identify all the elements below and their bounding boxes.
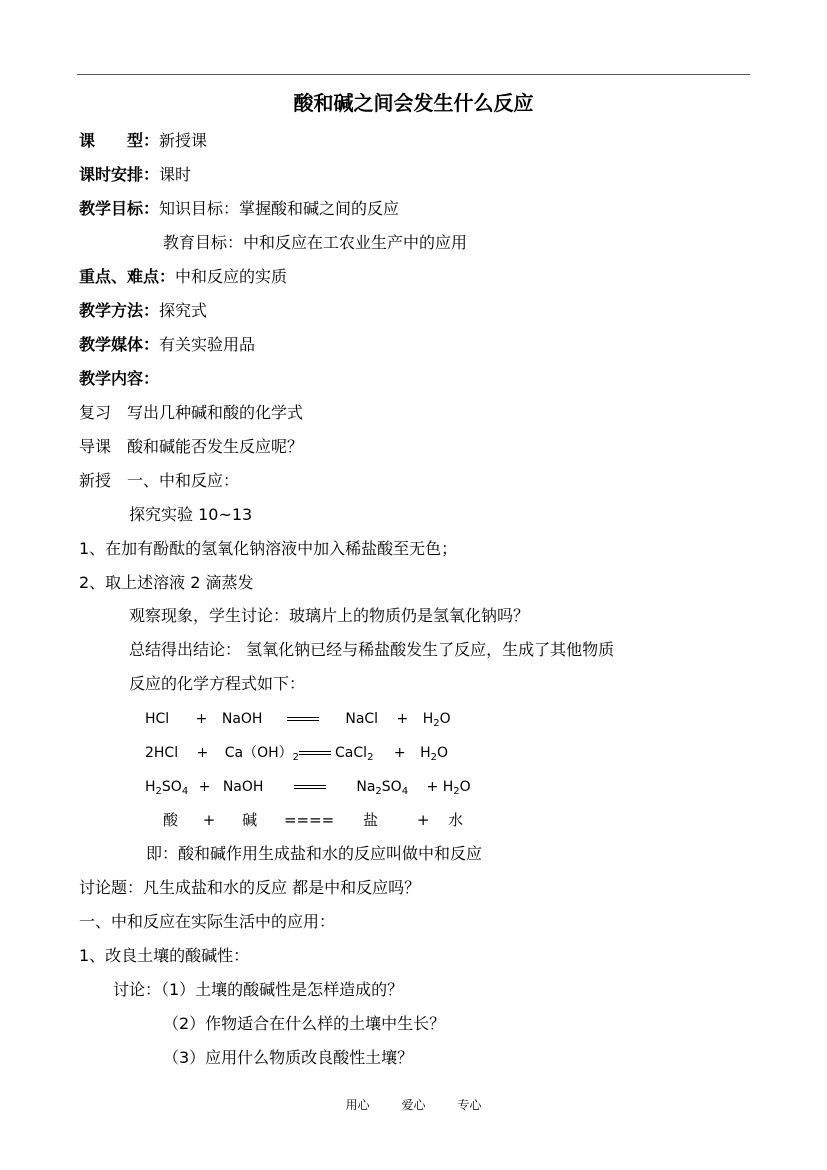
field-label: 教学目标： <box>79 199 160 218</box>
field-value: 有关实验用品 <box>159 335 256 354</box>
field-key <box>79 267 287 287</box>
field-media <box>79 335 255 355</box>
field-method <box>79 301 207 321</box>
product: $H_2O$ <box>420 745 449 763</box>
equation-1 <box>145 709 451 734</box>
plus-sign: + <box>195 711 208 727</box>
field-value: 中和反应的实质 <box>175 267 288 286</box>
field-schedule <box>79 165 191 185</box>
section-heading: 一、中和反应在实际生活中的应用： <box>79 912 336 931</box>
item-1: 1、改良土壤的酸碱性： <box>79 946 250 965</box>
product: $H_2O$ <box>422 711 451 729</box>
field-label: 重点、难点： <box>79 267 176 286</box>
new-lesson-line: 新授 一、中和反应： <box>79 471 240 490</box>
review-line: 复习 写出几种碱和酸的化学式 <box>79 403 304 422</box>
plus-sign: + <box>426 779 439 795</box>
equals-sign <box>287 717 319 721</box>
product: $Na_2SO_4$ <box>356 779 409 797</box>
product: NaCl <box>345 711 379 727</box>
plus-sign: + <box>196 745 209 761</box>
field-label: 教学方法： <box>79 301 160 320</box>
equals-sign <box>299 751 331 755</box>
page-title: 酸和碱之间会发生什么反应 <box>293 91 534 115</box>
plus-sign: + <box>396 711 409 727</box>
product: CaCl$_2$ <box>335 745 374 763</box>
field-type <box>79 131 207 151</box>
plus-sign: + <box>198 779 211 795</box>
footer-text: 爱心 <box>401 1098 426 1112</box>
reactant: $H_2SO_4$ <box>145 779 189 797</box>
intro-line: 导课 酸和碱能否发生反应呢？ <box>79 437 304 456</box>
footer-text: 用心 <box>345 1098 370 1112</box>
reactant: $Ca(OH)_2$ <box>224 745 300 763</box>
question-3: （3）应用什么物质改良酸性土壤？ <box>163 1048 414 1067</box>
equals-sign: ==== <box>283 811 335 829</box>
reactant: 酸 <box>163 811 179 829</box>
product: 盐 <box>363 811 379 829</box>
header-rule <box>77 74 750 75</box>
reactant: 2HCl <box>145 745 179 761</box>
footer-text: 专心 <box>457 1098 482 1112</box>
field-label: 课时安排： <box>79 165 160 184</box>
content-heading: 教学内容： <box>79 369 160 388</box>
step-1: 1、在加有酚酞的氢氧化钠溶液中加入稀盐酸至无色； <box>79 539 458 558</box>
question-1: 讨论：（1）土壤的酸碱性是怎样造成的？ <box>113 980 404 999</box>
equation-intro: 反应的化学方程式如下： <box>129 674 306 693</box>
page-footer <box>0 1097 827 1113</box>
discussion-line: 讨论题：凡生成盐和水的反应 都是中和反应吗？ <box>79 878 421 897</box>
field-value: 新授课 <box>159 131 208 150</box>
question-2: （2）作物适合在什么样的土壤中生长？ <box>163 1014 446 1033</box>
word-equation <box>163 810 463 830</box>
field-value: 课时 <box>159 165 192 184</box>
equals-sign <box>294 785 326 789</box>
field-label: 教学媒体： <box>79 335 160 354</box>
reactant: HCl <box>145 711 170 727</box>
step-2: 2、取上述溶液 2 滴蒸发 <box>79 573 254 592</box>
reactant: 碱 <box>242 811 258 829</box>
equation-3 <box>145 777 471 802</box>
plus-sign: + <box>202 811 216 829</box>
observe-line: 观察现象，学生讨论：玻璃片上的物质仍是氢氧化钠吗？ <box>129 606 530 625</box>
field-goal <box>79 199 399 219</box>
field-value: 探究式 <box>159 301 208 320</box>
goal-education: 教育目标：中和反应在工农业生产中的应用 <box>163 233 468 252</box>
field-value: 知识目标：掌握酸和碱之间的反应 <box>159 199 400 218</box>
equation-2 <box>145 743 448 768</box>
definition-line: 即：酸和碱作用生成盐和水的反应叫做中和反应 <box>146 844 483 863</box>
experiment-line: 探究实验 10~13 <box>129 505 253 524</box>
conclusion-line: 总结得出结论： 氢氧化钠已经与稀盐酸发生了反应，生成了其他物质 <box>129 640 615 659</box>
reactant: NaOH <box>222 779 264 795</box>
plus-sign: + <box>393 745 406 761</box>
plus-sign: + <box>416 811 430 829</box>
field-label: 课 型： <box>79 131 160 150</box>
reactant: NaOH <box>221 711 263 727</box>
product: 水 <box>448 811 464 829</box>
product: $H_2O$ <box>442 779 471 797</box>
